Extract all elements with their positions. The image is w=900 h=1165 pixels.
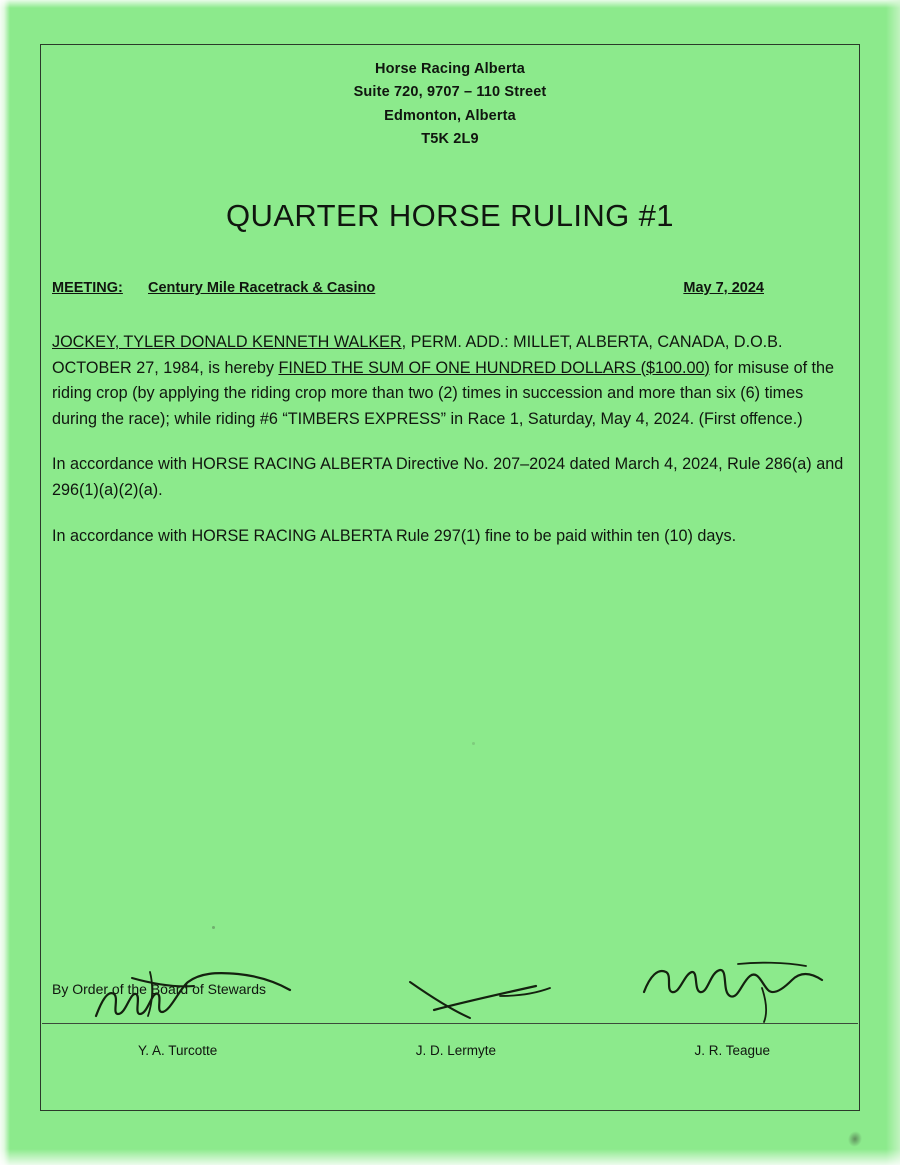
signature-rule <box>42 1023 858 1024</box>
document-content <box>52 52 848 1102</box>
letterhead-street: Suite 720, 9707 – 110 Street <box>353 84 547 101</box>
signature-mark-turcotte <box>88 970 298 1028</box>
signatory-name-3: J. R. Teague <box>694 1043 770 1058</box>
letterhead-organization: Horse Racing Alberta <box>375 61 525 77</box>
jockey-name: , TYLER DONALD KENNETH WALKER <box>114 332 402 351</box>
scan-edge-right <box>886 0 900 1165</box>
signature-mark-teague <box>638 958 838 1028</box>
signatory-names <box>52 1043 848 1058</box>
stewards-signature-area <box>52 981 848 1058</box>
scan-edge-left <box>0 0 10 1165</box>
page-title: QUARTER HORSE RULING #1 <box>226 197 674 233</box>
scan-edge-bottom <box>0 1149 900 1165</box>
scan-smudge <box>846 1129 864 1149</box>
scan-speck <box>472 742 475 745</box>
letterhead-city: Edmonton, Alberta <box>384 107 516 124</box>
meeting-venue: Century Mile Racetrack & Casino <box>148 279 376 296</box>
signature-mark-lermyte <box>404 976 574 1028</box>
jockey-label: JOCKEY <box>52 332 115 351</box>
ruling-body <box>52 330 848 549</box>
fine-amount-text: FINED THE SUM OF ONE HUNDRED DOLLARS ($100.00) <box>278 358 710 377</box>
meeting-label: MEETING: <box>52 279 123 296</box>
ruling-paragraph-3: In accordance with HORSE RACING ALBERTA Rule 297(1) fine to be paid within ten (10) days. <box>52 526 737 545</box>
scan-edge-top <box>0 0 900 8</box>
ruling-paragraph-1 <box>52 330 848 432</box>
scan-speck <box>212 926 215 929</box>
signatory-name-1: Y. A. Turcotte <box>138 1043 218 1058</box>
jockey-details: , PERM. ADD.: MILLET, ALBERTA, CANADA, D.O.B. OCTOBER 27, 1984, is hereby <box>52 332 783 377</box>
meeting-row <box>52 280 848 296</box>
meeting-date: May 7, 2024 <box>683 279 764 296</box>
signatory-name-2: J. D. Lermyte <box>415 1043 497 1058</box>
letterhead-postal-code: T5K 2L9 <box>421 131 479 148</box>
letterhead <box>52 52 848 152</box>
ruling-paragraph-2: In accordance with HORSE RACING ALBERTA Directive No. 207–2024 dated March 4, 2024, Rule 286(a) and 296(1)(a)(2)(a). <box>52 455 844 499</box>
by-order-text: By Order of the Board of Stewards <box>52 981 266 997</box>
violation-details: for misuse of the riding crop (by applying the riding crop more than two (2) times in succession and more than six (6) times during the race); while riding #6 “TIMBERS EXPRESS” in Race 1, Saturday, May 4, 2024. (First offence.) <box>52 358 835 428</box>
